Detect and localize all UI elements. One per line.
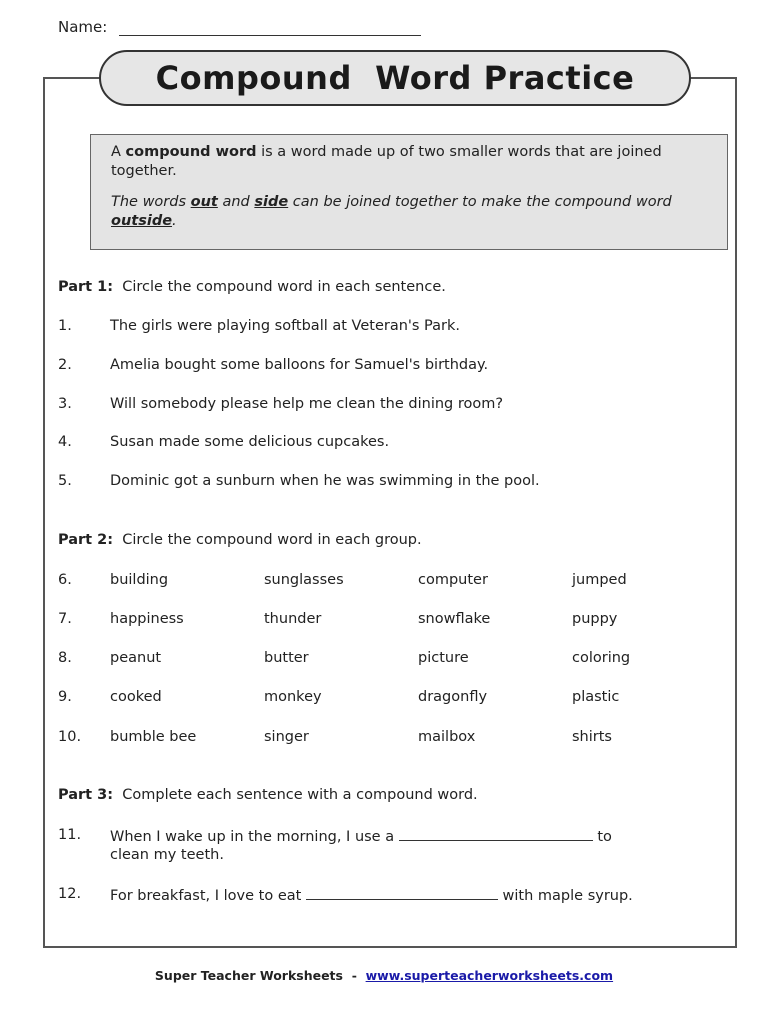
item-text: Dominic got a sunburn when he was swimming in the pool. [110, 473, 540, 489]
word-choice: building [110, 572, 169, 588]
word-choice: shirts [572, 729, 612, 745]
word-choice: dragonfly [418, 689, 488, 705]
example-mid2: can be joined together to make the compound word [288, 194, 672, 210]
item-number: 4. [58, 434, 72, 450]
word-choice: thunder [264, 611, 322, 627]
word-choice: butter [264, 650, 309, 666]
example-word-outside: outside [111, 213, 173, 229]
word-choice: happiness [110, 611, 184, 627]
part3-instruction: Complete each sentence with a compound word. [122, 787, 478, 803]
item-text [110, 885, 633, 906]
sentence-end: to [597, 829, 612, 845]
title-banner [99, 50, 691, 106]
footer-link[interactable]: www.superteacherworksheets.com [365, 968, 614, 983]
word-choice: sunglasses [264, 572, 344, 588]
definition-text [111, 143, 709, 181]
word-choice: singer [264, 729, 309, 745]
item-number: 11. [58, 827, 82, 843]
footer-separator: - [351, 968, 357, 983]
word-choice: computer [418, 572, 488, 588]
word-choice: coloring [572, 650, 631, 666]
footer [0, 968, 768, 983]
footer-brand: Super Teacher Worksheets [154, 968, 343, 983]
sentence-end: with maple syrup. [502, 888, 633, 904]
example-word-side: side [254, 194, 289, 210]
name-input-line[interactable] [119, 19, 421, 36]
definition-box [90, 134, 728, 250]
frame-top-right-edge [688, 77, 737, 79]
definition-term: compound word [125, 144, 257, 160]
word-choice: monkey [264, 689, 322, 705]
item-text: Will somebody please help me clean the dining room? [110, 396, 504, 412]
item-number: 5. [58, 473, 72, 489]
part1-heading [58, 279, 446, 295]
item-number: 2. [58, 357, 72, 373]
word-choice: snowflake [418, 611, 491, 627]
answer-blank[interactable] [306, 885, 498, 900]
word-choice: cooked [110, 689, 162, 705]
part2-instruction: Circle the compound word in each group. [122, 532, 422, 548]
sentence-continuation: clean my teeth. [110, 847, 224, 863]
word-choice: bumble bee [110, 729, 197, 745]
example-word-out: out [190, 194, 218, 210]
example-prefix: The words [111, 194, 191, 210]
part1-label: Part 1: [58, 279, 114, 295]
answer-blank[interactable] [399, 826, 593, 841]
item-text: The girls were playing softball at Veteran's Park. [110, 318, 460, 334]
item-number: 3. [58, 396, 72, 412]
name-row [58, 18, 421, 36]
sentence-start: When I wake up in the morning, I use a [110, 829, 395, 845]
name-label: Name: [58, 18, 108, 36]
definition-example [111, 193, 709, 231]
example-end: . [172, 213, 177, 229]
row-number: 7. [58, 611, 72, 627]
word-choice: plastic [572, 689, 620, 705]
row-number: 8. [58, 650, 72, 666]
item-text [110, 826, 612, 847]
item-number: 1. [58, 318, 72, 334]
item-text: Susan made some delicious cupcakes. [110, 434, 390, 450]
frame-top-left-edge [43, 77, 103, 79]
word-choice: jumped [572, 572, 627, 588]
word-choice: mailbox [418, 729, 476, 745]
part2-label: Part 2: [58, 532, 114, 548]
example-mid: and [217, 194, 255, 210]
part2-heading [58, 532, 422, 548]
word-choice: picture [418, 650, 469, 666]
row-number: 6. [58, 572, 72, 588]
definition-prefix: A [111, 144, 126, 160]
row-number: 9. [58, 689, 72, 705]
page-title: Compound Word Practice [155, 59, 635, 97]
word-choice: peanut [110, 650, 162, 666]
definition-suffix: is a word made up of two smaller words that are joined together. [111, 144, 662, 179]
item-number: 12. [58, 886, 82, 902]
part3-heading [58, 787, 478, 803]
item-text: Amelia bought some balloons for Samuel's birthday. [110, 357, 489, 373]
part3-label: Part 3: [58, 787, 114, 803]
part1-instruction: Circle the compound word in each sentence. [122, 279, 446, 295]
row-number: 10. [58, 729, 82, 745]
sentence-start: For breakfast, I love to eat [110, 888, 302, 904]
word-choice: puppy [572, 611, 618, 627]
